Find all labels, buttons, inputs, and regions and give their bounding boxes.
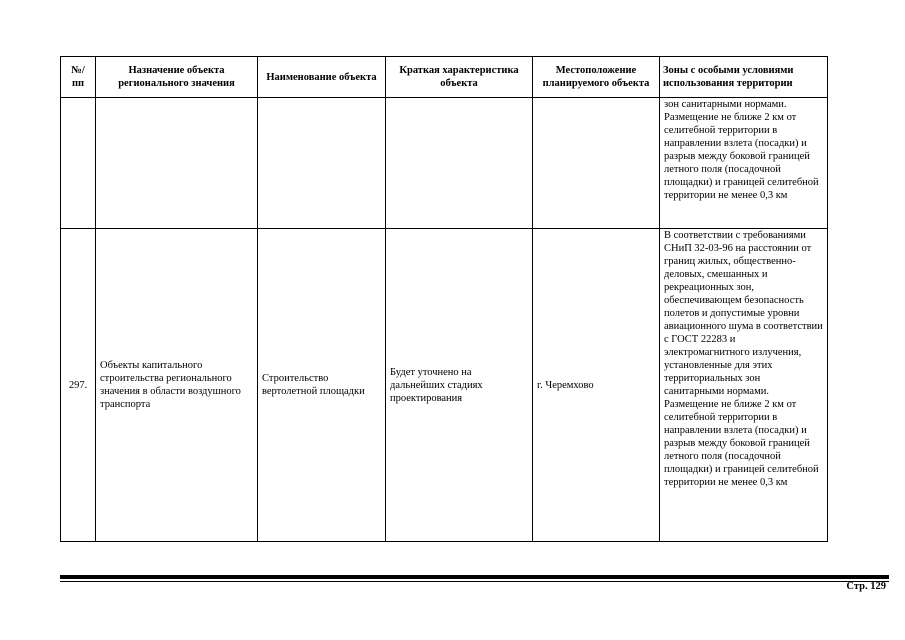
cell-empty <box>386 98 533 229</box>
header-number: №/ пп <box>61 57 96 98</box>
header-purpose: Назначение объекта регионального значения <box>96 57 258 98</box>
footer-rule <box>60 575 889 579</box>
header-name: Наименование объекта <box>258 57 386 98</box>
cell-zone-continued: зон санитарными нормами. Размещение не ближе 2 км от селитебной территории в направлении взлета (посадки) и разрыв между боковой границей летного поля (посадочной площадки) и границей селитебной территории не менее 0,3 км <box>660 98 828 229</box>
cell-empty <box>258 98 386 229</box>
footer-rule-thin <box>60 581 889 582</box>
cell-empty <box>96 98 258 229</box>
table-row <box>61 229 828 542</box>
cell-name: Строительство вертолетной площадки <box>258 229 386 542</box>
header-zones: Зоны с особыми условиями использования территории <box>660 57 828 98</box>
cell-location: г. Черемхово <box>533 229 660 542</box>
continuation-row <box>61 98 828 229</box>
cell-number: 297. <box>61 229 96 542</box>
cell-description: Будет уточнено на дальнейших стадиях проектирования <box>386 229 533 542</box>
header-description: Краткая характеристика объекта <box>386 57 533 98</box>
cell-empty <box>533 98 660 229</box>
header-location: Местоположение планируемого объекта <box>533 57 660 98</box>
page-number: Стр. 129 <box>846 581 886 592</box>
cell-zones: В соответствии с требованиями СНиП 32-03-96 на расстоянии от границ жилых, общественно-деловых, смешанных и рекреационных зон, обеспечивающем безопасность полетов и допустимые уровни авиационного шума в соответствии с ГОСТ 22283 и электромагнитного излучения, установленные для этих территориальных зон санитарными нормами. Размещение не ближе 2 км от селитебной территории в направлении взлета (посадки) и разрыв между боковой границей летного поля (посадочной площадки) и границей селитебной территории не менее 0,3 км <box>660 229 828 542</box>
header-row <box>61 57 828 98</box>
cell-empty <box>61 98 96 229</box>
cell-purpose: Объекты капитального строительства регионального значения в области воздушного транспорта <box>96 229 258 542</box>
planning-table <box>60 56 828 542</box>
